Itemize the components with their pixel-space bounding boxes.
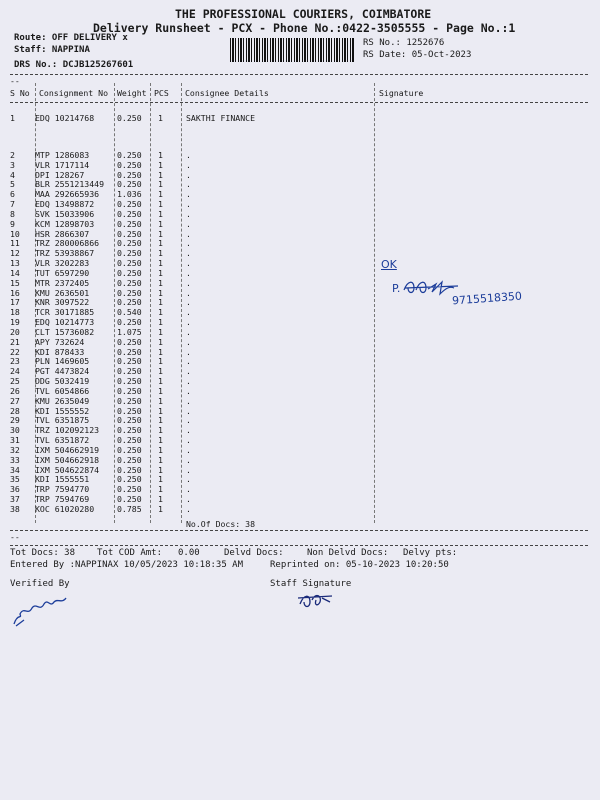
row-consignment-no: KDI 1555551 (35, 474, 90, 485)
table-row (0, 328, 600, 338)
row-weight: 0.250 (117, 218, 142, 229)
row-consignment-no: DPI 128267 (35, 169, 85, 180)
row-consignee: . (186, 435, 191, 446)
row-pcs: 1 (158, 113, 163, 123)
row-consignee: . (186, 208, 191, 219)
row-pcs: 1 (158, 376, 163, 387)
rule-footer-mid (10, 545, 588, 546)
row-weight: 0.250 (117, 474, 142, 485)
row-consignee: . (186, 503, 191, 514)
row-consignee: . (186, 258, 191, 269)
row-consignee: . (186, 326, 191, 337)
row-pcs: 1 (158, 248, 163, 259)
row-weight: 0.250 (117, 199, 142, 210)
row-consignee: . (186, 277, 191, 288)
table-row (0, 466, 600, 476)
row-pcs: 1 (158, 336, 163, 347)
row-weight: 0.250 (117, 346, 142, 357)
row-pcs: 1 (158, 326, 163, 337)
no-of-docs: No.Of Docs: 38 (186, 519, 256, 529)
row-consignee: . (186, 218, 191, 229)
row-sno: 33 (10, 454, 20, 465)
row-pcs: 1 (158, 159, 163, 170)
rs-date: RS Date: 05-Oct-2023 (363, 50, 472, 60)
row-pcs: 1 (158, 208, 163, 219)
row-weight: 0.250 (117, 415, 142, 426)
table-row (0, 114, 600, 124)
row-sno: 9 (10, 218, 15, 229)
table-row (0, 249, 600, 259)
row-pcs: 1 (158, 297, 163, 308)
col-sno: S No (10, 88, 30, 98)
row-sno: 1 (10, 113, 15, 123)
row-weight: 0.250 (117, 297, 142, 308)
row-pcs: 1 (158, 287, 163, 298)
row-sno: 30 (10, 425, 20, 436)
row-consignee: . (186, 366, 191, 377)
row-weight: 0.250 (117, 356, 142, 367)
row-sno: 8 (10, 208, 15, 219)
row-consignment-no: BLR 2551213449 (35, 179, 105, 190)
row-sno: 2 (10, 150, 15, 160)
handwritten-ok: OK (381, 258, 397, 271)
row-sno: 29 (10, 415, 20, 426)
route-text: Route: OFF DELIVERY x (14, 33, 128, 43)
row-sno: 34 (10, 464, 20, 475)
row-weight: 0.250 (117, 494, 142, 505)
row-consignee: . (186, 474, 191, 485)
row-consignee: . (186, 238, 191, 249)
row-consignee: . (186, 199, 191, 210)
row-pcs: 1 (158, 454, 163, 465)
barcode (230, 38, 355, 62)
staff-signature (296, 588, 336, 612)
row-sno: 22 (10, 346, 20, 357)
row-consignment-no: CLT 15736082 (35, 326, 95, 337)
row-consignment-no: KDI 878433 (35, 346, 85, 357)
row-consignment-no: MTR 2372405 (35, 277, 90, 288)
row-weight: 0.250 (117, 444, 142, 455)
row-weight: 1.036 (117, 189, 142, 200)
row-sno: 16 (10, 287, 20, 298)
row-consignee: . (186, 395, 191, 406)
row-sno: 21 (10, 336, 20, 347)
row-sno: 14 (10, 267, 20, 278)
row-consignee: . (186, 179, 191, 190)
table-row (0, 269, 600, 279)
row-consignment-no: KCM 12898703 (35, 218, 95, 229)
row-weight: 0.250 (117, 113, 142, 123)
row-consignment-no: TCR 30171885 (35, 307, 95, 318)
row-pcs: 1 (158, 228, 163, 239)
row-sno: 15 (10, 277, 20, 288)
rule-header-bottom (10, 102, 588, 103)
row-pcs: 1 (158, 435, 163, 446)
table-row (0, 151, 600, 161)
row-weight: 0.250 (117, 169, 142, 180)
row-consignee: . (186, 159, 191, 170)
table-row (0, 426, 600, 436)
row-consignment-no: PGT 4473824 (35, 366, 90, 377)
row-pcs: 1 (158, 317, 163, 328)
table-row (0, 505, 600, 515)
row-consignment-no: HSR 2866307 (35, 228, 90, 239)
row-consignee: . (186, 405, 191, 416)
row-consignment-no: VLR 3202283 (35, 258, 90, 269)
row-consignment-no: DDG 5032419 (35, 376, 90, 387)
row-consignee: . (186, 385, 191, 396)
row-pcs: 1 (158, 356, 163, 367)
row-weight: 0.250 (117, 395, 142, 406)
row-sno: 37 (10, 494, 20, 505)
row-consignment-no: TRZ 53938867 (35, 248, 95, 259)
row-weight: 0.250 (117, 454, 142, 465)
row-consignee: . (186, 484, 191, 495)
row-consignment-no: TRP 7594769 (35, 494, 90, 505)
table-row (0, 485, 600, 495)
row-sno: 19 (10, 317, 20, 328)
row-consignee: . (186, 444, 191, 455)
row-consignee: . (186, 454, 191, 465)
row-sno: 20 (10, 326, 20, 337)
row-consignment-no: TVL 6351872 (35, 435, 90, 446)
row-consignment-no: TVL 6351875 (35, 415, 90, 426)
reprinted-on: Reprinted on: 05-10-2023 10:20:50 (270, 560, 449, 570)
row-consignment-no: KOC 61020280 (35, 503, 95, 514)
row-weight: 0.250 (117, 258, 142, 269)
row-pcs: 1 (158, 415, 163, 426)
row-consignment-no: EDQ 10214768 (35, 113, 95, 123)
rule-footer-top (10, 530, 588, 531)
row-consignee: . (186, 267, 191, 278)
runsheet-title: Delivery Runsheet - PCX - Phone No.:0422-3505555 - Page No.:1 (93, 21, 516, 35)
row-consignment-no: EDQ 13498872 (35, 199, 95, 210)
row-consignee: . (186, 346, 191, 357)
row-consignment-no: VLR 1717114 (35, 159, 90, 170)
row-consignee: . (186, 169, 191, 180)
table-row (0, 475, 600, 485)
row-pcs: 1 (158, 277, 163, 288)
row-consignee: . (186, 376, 191, 387)
row-consignment-no: TRZ 280006866 (35, 238, 100, 249)
row-consignee: . (186, 425, 191, 436)
row-weight: 0.250 (117, 208, 142, 219)
table-row (0, 397, 600, 407)
col-consignment: Consignment No (39, 88, 109, 98)
rule-marker: -- (10, 532, 20, 542)
table-row (0, 377, 600, 387)
row-consignee: . (186, 150, 191, 160)
table-row (0, 259, 600, 269)
row-pcs: 1 (158, 218, 163, 229)
row-sno: 5 (10, 179, 15, 190)
handwritten-name-prefix: P. (392, 282, 401, 295)
row-sno: 23 (10, 356, 20, 367)
row-consignment-no: PLN 1469605 (35, 356, 90, 367)
row-weight: 0.250 (117, 179, 142, 190)
table-row (0, 387, 600, 397)
row-consignee: . (186, 464, 191, 475)
row-consignee: . (186, 287, 191, 298)
row-consignee: . (186, 494, 191, 505)
row-consignment-no: IXM 504662919 (35, 444, 100, 455)
row-sno: 11 (10, 238, 20, 249)
row-consignee: . (186, 228, 191, 239)
table-row (0, 367, 600, 377)
company-title: THE PROFESSIONAL COURIERS, COIMBATORE (175, 7, 432, 21)
col-consignee: Consignee Details (185, 88, 269, 98)
row-consignment-no: KMU 2635049 (35, 395, 90, 406)
verified-by-signature (10, 590, 80, 630)
table-row (0, 279, 600, 289)
row-weight: 0.250 (117, 287, 142, 298)
staff-text: Staff: NAPPINA (14, 45, 90, 55)
row-pcs: 1 (158, 385, 163, 396)
row-weight: 1.075 (117, 326, 142, 337)
row-pcs: 1 (158, 425, 163, 436)
row-sno: 18 (10, 307, 20, 318)
row-weight: 0.250 (117, 435, 142, 446)
table-row (0, 161, 600, 171)
row-consignee: SAKTHI FINANCE (186, 113, 256, 123)
table-row (0, 338, 600, 348)
tot-docs: Tot Docs: 38 (10, 548, 76, 558)
col-weight: Weight (117, 88, 147, 98)
row-consignment-no: IXM 504622874 (35, 464, 100, 475)
row-weight: 0.540 (117, 307, 142, 318)
row-pcs: 1 (158, 395, 163, 406)
row-pcs: 1 (158, 307, 163, 318)
row-sno: 32 (10, 444, 20, 455)
row-consignee: . (186, 189, 191, 200)
row-pcs: 1 (158, 189, 163, 200)
drs-number: DRS No.: DCJB125267601 (14, 60, 134, 70)
delvd-docs: Delvd Docs: (224, 548, 284, 558)
row-sno: 38 (10, 503, 20, 514)
row-sno: 25 (10, 376, 20, 387)
row-weight: 0.250 (117, 385, 142, 396)
row-consignment-no: KNR 3097522 (35, 297, 90, 308)
row-pcs: 1 (158, 366, 163, 377)
row-weight: 0.250 (117, 376, 142, 387)
row-consignment-no: IXM 504662918 (35, 454, 100, 465)
row-sno: 13 (10, 258, 20, 269)
table-row (0, 456, 600, 466)
table-row (0, 357, 600, 367)
verified-by-label: Verified By (10, 579, 70, 589)
row-sno: 26 (10, 385, 20, 396)
row-sno: 7 (10, 199, 15, 210)
col-signature: Signature (379, 88, 424, 98)
row-weight: 0.250 (117, 248, 142, 259)
row-pcs: 1 (158, 258, 163, 269)
row-weight: 0.250 (117, 336, 142, 347)
row-consignee: . (186, 317, 191, 328)
row-sno: 17 (10, 297, 20, 308)
row-consignment-no: MTP 1286083 (35, 150, 90, 160)
delvy-pts: Delvy pts: (403, 548, 458, 558)
row-pcs: 1 (158, 405, 163, 416)
row-weight: 0.250 (117, 228, 142, 239)
row-sno: 31 (10, 435, 20, 446)
row-pcs: 1 (158, 474, 163, 485)
handwritten-phone: 9715518350 (451, 289, 523, 308)
row-pcs: 1 (158, 179, 163, 190)
row-weight: 0.250 (117, 464, 142, 475)
row-pcs: 1 (158, 238, 163, 249)
row-consignment-no: TRP 7594770 (35, 484, 90, 495)
row-weight: 0.785 (117, 503, 142, 514)
row-consignment-no: APY 732624 (35, 336, 85, 347)
row-pcs: 1 (158, 199, 163, 210)
row-pcs: 1 (158, 444, 163, 455)
row-weight: 0.250 (117, 159, 142, 170)
row-sno: 10 (10, 228, 20, 239)
row-consignee: . (186, 336, 191, 347)
row-pcs: 1 (158, 494, 163, 505)
row-weight: 0.250 (117, 405, 142, 416)
row-weight: 0.250 (117, 238, 142, 249)
entered-by: Entered By :NAPPINAX 10/05/2023 10:18:35 AM (10, 560, 243, 570)
staff-signature-label: Staff Signature (270, 579, 352, 589)
row-weight: 0.250 (117, 267, 142, 278)
tot-cod-value: 0.00 (178, 548, 200, 558)
row-consignee: . (186, 297, 191, 308)
row-weight: 0.250 (117, 317, 142, 328)
rule-marker: -- (10, 76, 20, 86)
row-sno: 4 (10, 169, 15, 180)
row-pcs: 1 (158, 169, 163, 180)
row-consignee: . (186, 307, 191, 318)
row-weight: 0.250 (117, 484, 142, 495)
row-sno: 6 (10, 189, 15, 200)
row-pcs: 1 (158, 503, 163, 514)
row-consignment-no: KDI 1555552 (35, 405, 90, 416)
row-sno: 28 (10, 405, 20, 416)
row-weight: 0.250 (117, 277, 142, 288)
row-sno: 12 (10, 248, 20, 259)
row-sno: 36 (10, 484, 20, 495)
row-pcs: 1 (158, 464, 163, 475)
row-consignment-no: TUT 6597290 (35, 267, 90, 278)
row-consignment-no: SVK 15033906 (35, 208, 95, 219)
row-sno: 24 (10, 366, 20, 377)
table-row (0, 348, 600, 358)
row-consignee: . (186, 248, 191, 259)
table-row (0, 220, 600, 230)
rule-top (10, 74, 588, 75)
row-weight: 0.250 (117, 366, 142, 377)
row-sno: 3 (10, 159, 15, 170)
rs-number: RS No.: 1252676 (363, 38, 445, 48)
row-consignment-no: KMU 2636501 (35, 287, 90, 298)
row-consignment-no: MAA 292665936 (35, 189, 100, 200)
tot-cod-label: Tot COD Amt: (97, 548, 163, 558)
row-sno: 35 (10, 474, 20, 485)
row-consignment-no: TVL 6054866 (35, 385, 90, 396)
table-row (0, 407, 600, 417)
non-delvd-docs: Non Delvd Docs: (307, 548, 389, 558)
row-consignee: . (186, 415, 191, 426)
row-pcs: 1 (158, 484, 163, 495)
col-pcs: PCS (154, 88, 169, 98)
row-consignment-no: TRZ 102092123 (35, 425, 100, 436)
row-consignee: . (186, 356, 191, 367)
row-weight: 0.250 (117, 150, 142, 160)
row-weight: 0.250 (117, 425, 142, 436)
row-pcs: 1 (158, 150, 163, 160)
row-pcs: 1 (158, 267, 163, 278)
row-sno: 27 (10, 395, 20, 406)
row-pcs: 1 (158, 346, 163, 357)
row-consignment-no: EDQ 10214773 (35, 317, 95, 328)
